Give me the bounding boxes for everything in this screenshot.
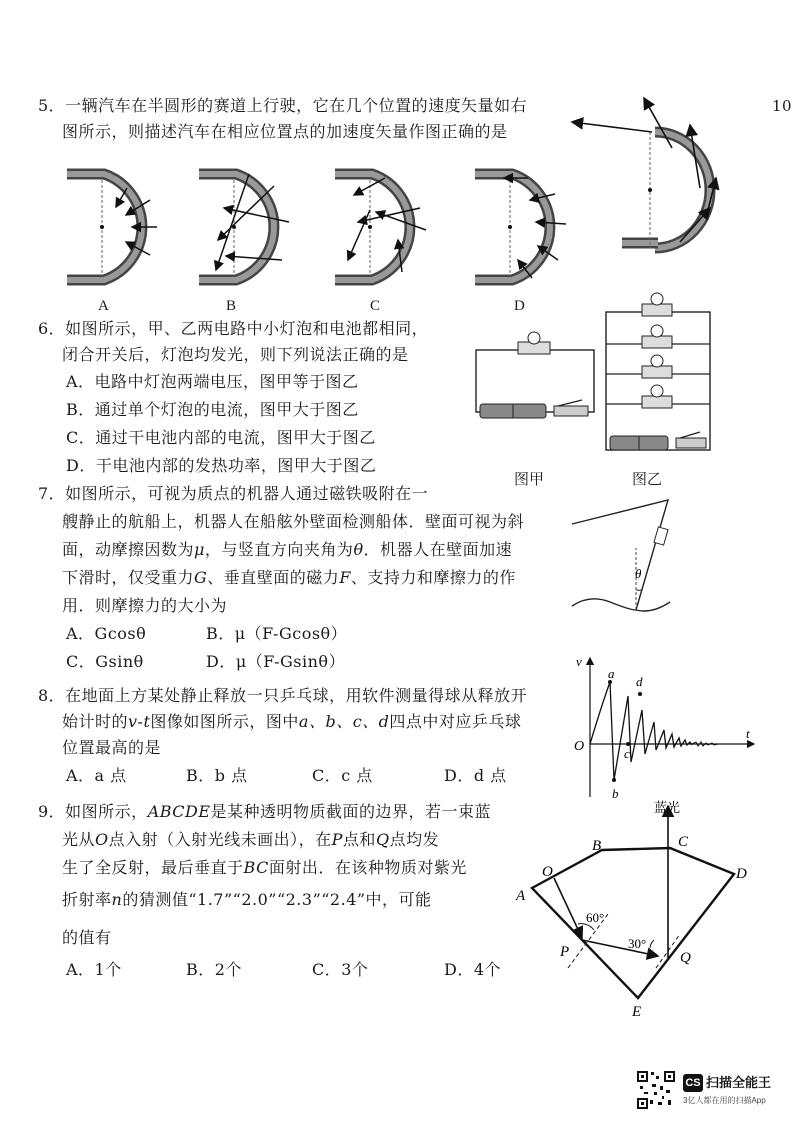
q9-blue-light-label: 蓝光 [654, 800, 681, 815]
scanner-app-name: 扫描全能王 [706, 1075, 772, 1090]
q9-line3: 生了全反射，最后垂直于BC面射出．在该种物质对紫光 [62, 858, 467, 877]
q6-caption-yi: 图乙 [632, 470, 663, 488]
q7-line3: 面，动摩擦因数为μ，与竖直方向夹角为θ．机器人在壁面加速 [62, 540, 513, 559]
q6-line1: 6．如图所示，甲、乙两电路中小灯泡和电池都相同， [38, 319, 429, 338]
q8-point-b: b [612, 786, 619, 801]
q9-angle-60: 60° [586, 910, 605, 925]
q6-line2: 闭合开关后，灯泡均发光，则下列说法正确的是 [62, 345, 409, 364]
q7-option-a: A．Gcosθ [66, 624, 147, 643]
q5-line1: 5．一辆汽车在半圆形的赛道上行驶，它在几个位置的速度矢量如右 [38, 96, 528, 115]
q9-vertex-e: E [632, 1004, 642, 1020]
q6-option-b: B．通过单个灯泡的电流，图甲大于图乙 [66, 400, 359, 419]
q7-line4: 下滑时，仅受重力G、垂直壁面的磁力F、支持力和摩擦力的作 [62, 568, 516, 587]
qr-code [636, 1070, 676, 1110]
q9-vertex-a: A [516, 888, 526, 904]
q6-option-a: A．电路中灯泡两端电压，图甲等于图乙 [66, 372, 359, 391]
q9-option-c: C．3个 [312, 960, 369, 979]
q9-line5: 的值有 [62, 928, 112, 947]
q9-vertex-d: D [736, 866, 747, 882]
q9-point-o: O [542, 864, 553, 880]
q7-option-c: C．Gsinθ [66, 652, 144, 671]
q7-figure-theta: θ [635, 566, 642, 581]
q5-line2: 图所示，则描述汽车在相应位置点的加速度矢量作图正确的是 [62, 122, 508, 141]
q5-option-c-label: C [370, 298, 381, 314]
q9-line1: 9．如图所示，ABCDE是某种透明物质截面的边界，若一束蓝 [38, 802, 492, 821]
q8-option-b: B．b 点 [186, 766, 248, 785]
q8-option-a: A．a 点 [66, 766, 127, 785]
q5-option-d-label: D [514, 298, 525, 314]
q7-line5: 用．则摩擦力的大小为 [62, 596, 228, 615]
q8-line3: 位置最高的是 [62, 738, 162, 757]
q9-vertex-c: C [678, 834, 689, 850]
q6-option-d: D．干电池内部的发热功率，图甲大于图乙 [66, 456, 377, 475]
q5-option-b-figure [199, 174, 289, 280]
q7-line1: 7．如图所示，可视为质点的机器人通过磁铁吸附在一 [38, 484, 429, 503]
q8-line2: 始计时的v-t图像如图所示，图中a、b、c、d四点中对应乒乓球 [62, 712, 522, 731]
scanner-logo: CS [683, 1074, 703, 1092]
q5-option-a-label: A [98, 298, 109, 314]
q8-point-a: a [608, 666, 615, 681]
q9-line4: 折射率n的猜测值“1.7”“2.0”“2.3”“2.4”中，可能 [62, 890, 432, 909]
q9-angle-30: 30° [628, 936, 647, 951]
q8-axis-t: t [746, 726, 750, 741]
scanner-tagline: 3亿人都在用的扫描App [683, 1096, 766, 1105]
q5-option-figures [62, 160, 602, 290]
q5-option-d-figure [475, 174, 566, 280]
q5-option-a-figure [67, 174, 157, 280]
q7-option-b: B．μ（F-Gcosθ） [206, 624, 348, 643]
q9-option-d: D．4个 [444, 960, 502, 979]
q7-line2: 艘静止的航船上，机器人在船舷外壁面检测船体．壁面可视为斜 [62, 512, 525, 531]
page-number: 10 [772, 97, 793, 115]
q9-vertex-b: B [592, 838, 602, 854]
q9-prism-figure [508, 790, 778, 1022]
q9-point-p: P [560, 944, 570, 960]
q7-option-d: D．μ（F-Gsinθ） [206, 652, 346, 671]
q5-option-c-figure [335, 174, 426, 280]
q9-option-a: A．1个 [66, 960, 122, 979]
q8-point-d: d [636, 674, 643, 689]
q6-caption-jia: 图甲 [514, 470, 545, 488]
q9-line2: 光从O点入射（入射光线未画出），在P点和Q点均发 [62, 830, 440, 849]
q9-option-b: B．2个 [186, 960, 242, 979]
q8-vt-graph [568, 652, 758, 802]
q6-circuit-yi [600, 286, 718, 458]
q8-origin: O [574, 739, 585, 754]
q8-axis-v: v [576, 654, 582, 669]
q7-ship-wall-figure [570, 498, 685, 620]
q8-option-d: D．d 点 [444, 766, 507, 785]
q6-circuit-jia [470, 330, 600, 430]
q8-option-c: C．c 点 [312, 766, 373, 785]
q8-line1: 8．在地面上方某处静止释放一只乒乓球，用软件测量得球从释放开 [38, 686, 528, 705]
q6-option-c: C．通过干电池内部的电流，图甲大于图乙 [66, 428, 376, 447]
q9-point-q: Q [680, 950, 691, 966]
q5-option-b-label: B [226, 298, 237, 314]
q8-point-c: c [624, 746, 630, 761]
